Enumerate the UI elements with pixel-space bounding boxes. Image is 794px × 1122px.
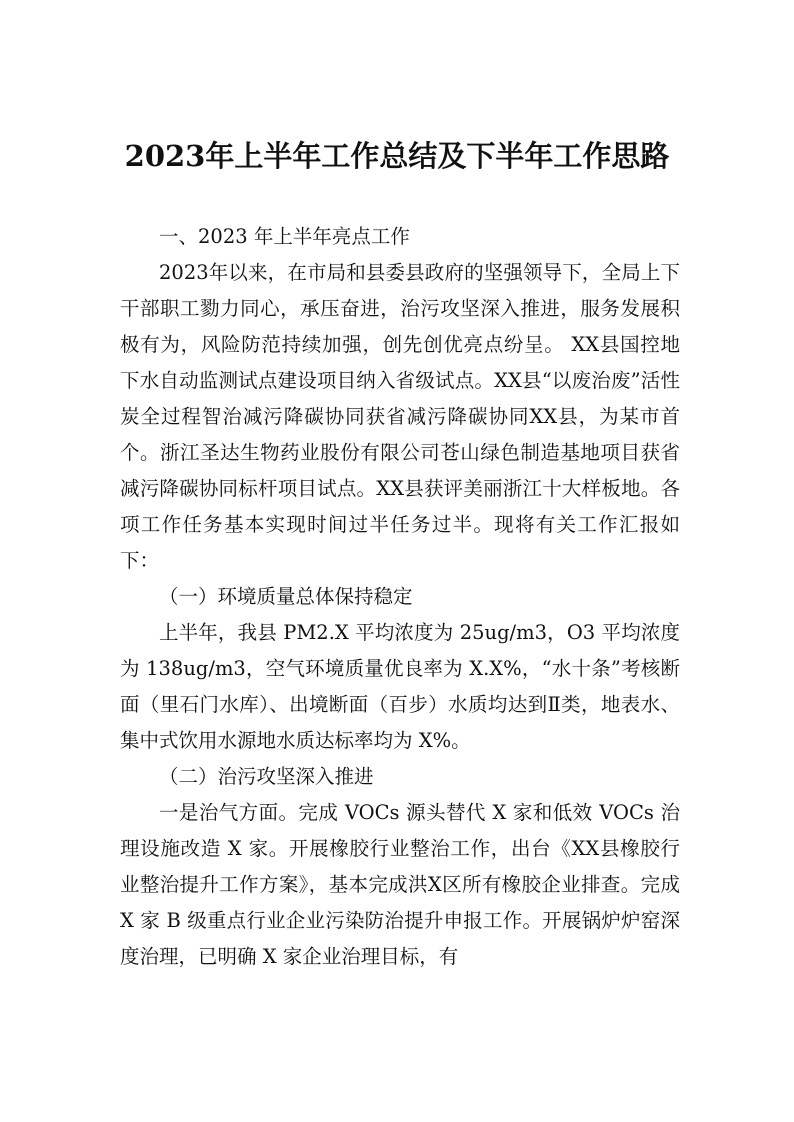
paragraph: 一是治气方面。完成 VOCs 源头替代 X 家和低效 VOCs 治理设施改造 X 家。开展橡胶行业整治工作，出台《XX县橡胶行业整治提升工作方案》，基本完成洪X区所有橡胶企业排查。完成 X 家 B 级重点行业企业污染防治提升申报工作。开展锅炉炉窑深度治理，已明确 X 家企业治理目标，有 — [120, 801, 680, 968]
subsection-heading: （二）治污攻坚深入推进 — [159, 765, 374, 788]
section-heading: 一、2023 年上半年亮点工作 — [159, 225, 410, 248]
paragraph: 2023年以来，在市局和县委县政府的坚强领导下，全局上下干部职工勠力同心，承压奋进，治污攻坚深入推进，服务发展积极有为，风险防范持续加强，创先创优亮点纷呈。 XX县国控地下水自动监测试点建设项目纳入省级试点。XX县“以废治废”活性炭全过程智治减污降碳协同获省减污降碳协同XX县，为某市首个。浙江圣达生物药业股份有限公司苍山绿色制造基地项目获省减污降碳协同标杆项目试点。XX县获评美丽浙江十大样板地。各项工作任务基本实现时间过半任务过半。现将有关工作汇报如下： — [120, 261, 680, 572]
paragraph: 上半年，我县 PM2.X 平均浓度为 25ug/m3，O3 平均浓度为 138ug/m3，空气环境质量优良率为 X.X%，“水十条”考核断面（里石门水库）、出境断面（百步）水质均达到Ⅱ类，地表水、集中式饮用水源地水质达标率均为 X%。 — [120, 621, 680, 752]
document-body — [120, 219, 680, 975]
document-title: 2023年上半年工作总结及下半年工作思路 — [124, 139, 670, 173]
subsection-heading: （一）环境质量总体保持稳定 — [159, 585, 413, 608]
